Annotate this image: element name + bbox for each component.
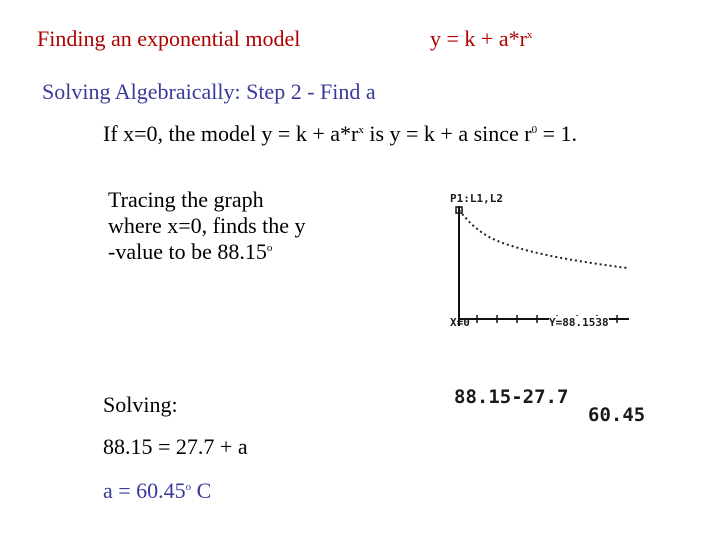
tracing-line-3 <box>108 239 306 265</box>
tracing-line-2: where x=0, finds the y <box>108 213 306 238</box>
tracing-line-3-text: -value to be 88.15 <box>108 239 267 264</box>
slide-subtitle: Solving Algebraically: Step 2 - Find a <box>42 79 376 104</box>
degree-symbol: o <box>266 242 273 254</box>
solving-equation: 88.15 = 27.7 + a <box>103 434 248 459</box>
statement-part1: If x=0, the model y = k + a*r <box>103 121 359 146</box>
tracing-line-1: Tracing the graph <box>108 187 264 212</box>
model-formula <box>430 26 532 52</box>
model-statement <box>103 121 577 147</box>
tracing-paragraph <box>108 187 306 265</box>
solving-result <box>103 478 211 504</box>
statement-part2: is y = k + a since r <box>363 121 532 146</box>
decay-curve <box>459 210 627 268</box>
result-value: a = 60.45 <box>103 478 186 503</box>
statement-exp1: x <box>358 124 364 136</box>
y-readout: Y=88.1538 <box>549 316 609 329</box>
formula-exponent: x <box>526 29 533 41</box>
calc-answer: 60.45 <box>588 404 646 426</box>
calculator-home-screen <box>452 384 652 428</box>
statement-exp2: 0 <box>531 124 538 136</box>
calc-expression: 88.15-27.7 <box>454 386 569 408</box>
solving-label: Solving: <box>103 392 178 417</box>
calculator-graph-screen <box>447 188 639 333</box>
result-degree-symbol: o <box>185 481 192 493</box>
x-readout: X=0 <box>450 316 470 329</box>
result-unit: C <box>191 478 212 503</box>
plot-label: P1:L1,L2 <box>450 192 503 205</box>
formula-base: y = k + a*r <box>430 26 527 51</box>
slide-title: Finding an exponential model <box>37 26 301 51</box>
trace-plot <box>447 188 639 333</box>
statement-part3: = 1. <box>537 121 578 146</box>
